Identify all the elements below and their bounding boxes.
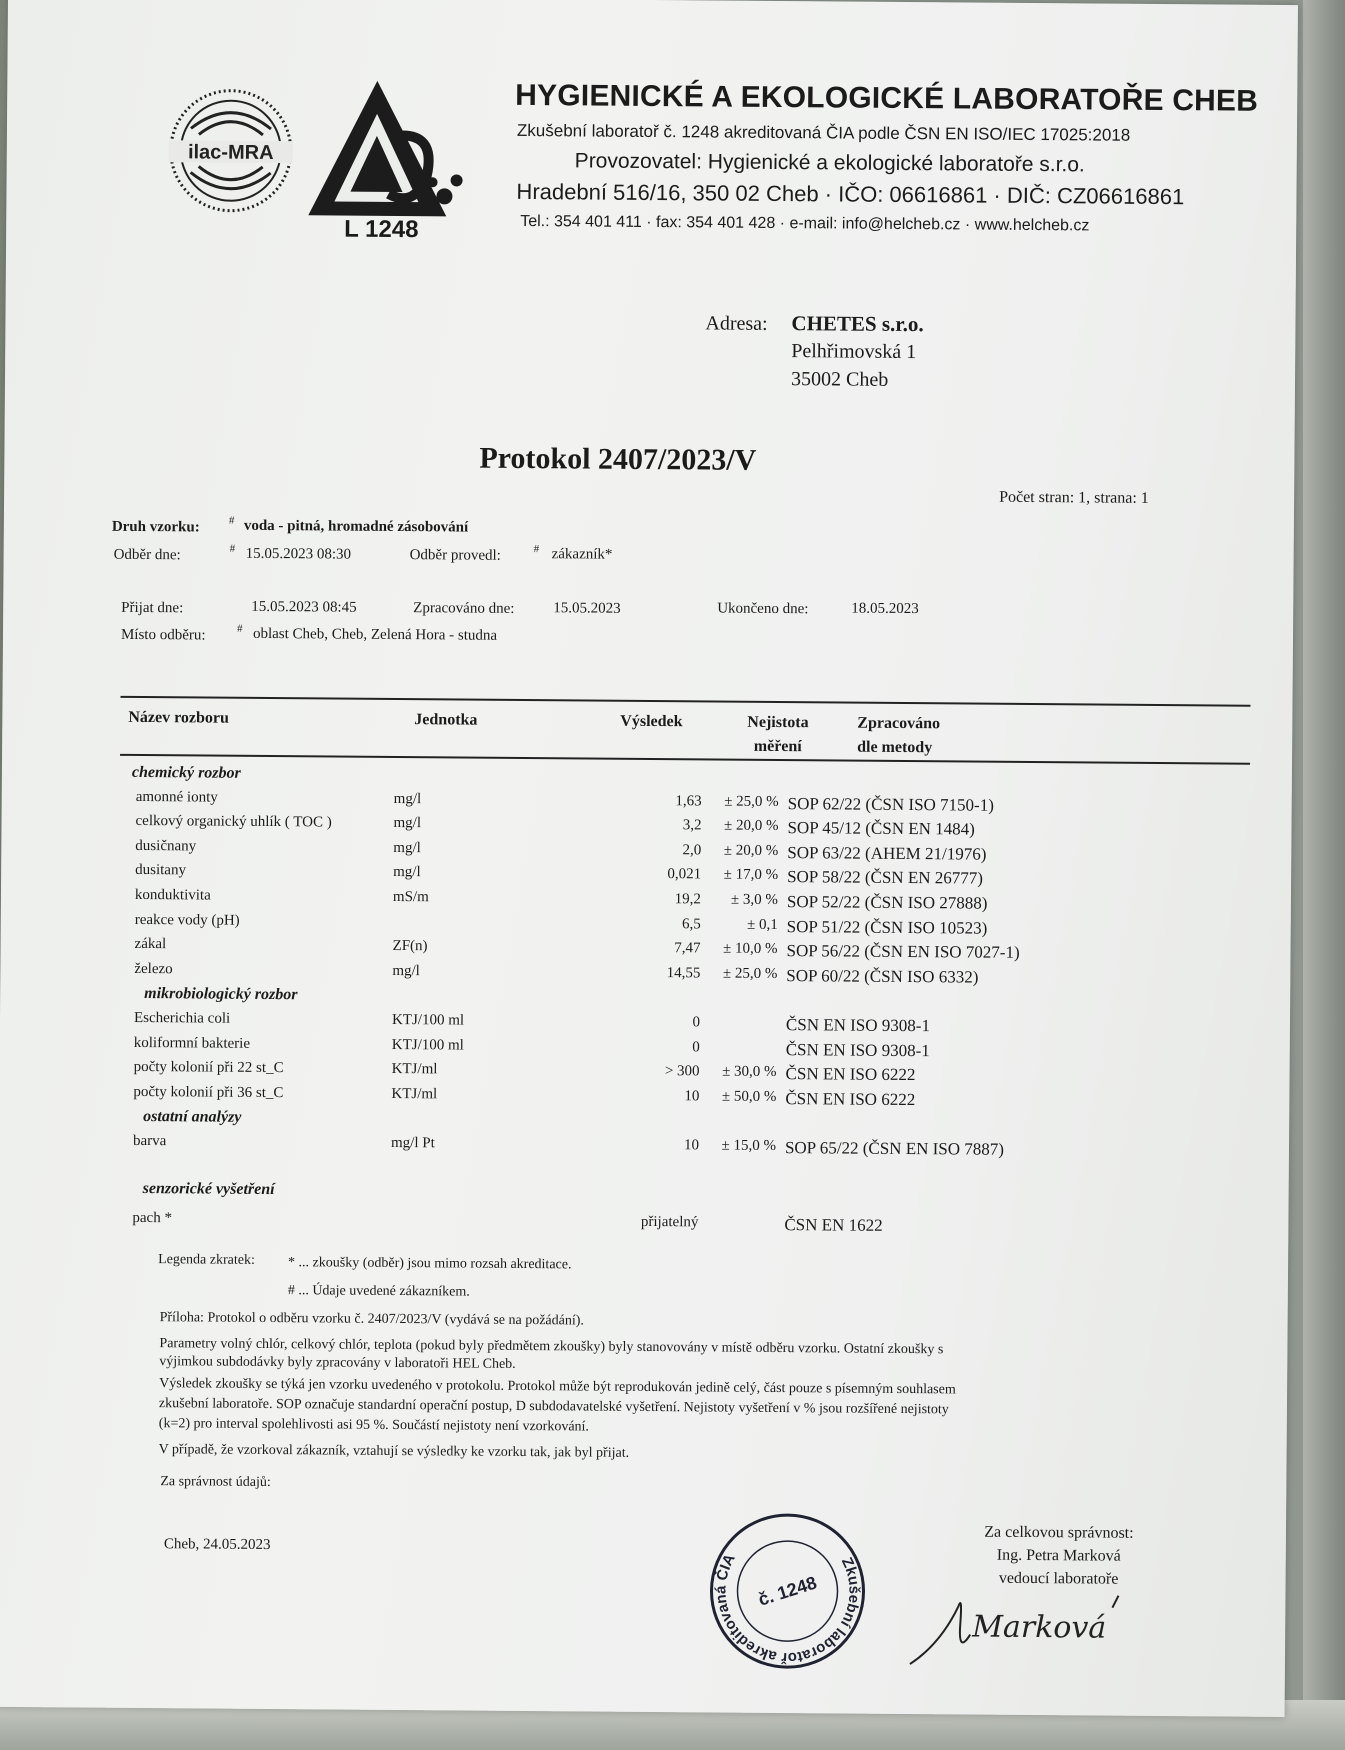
cell-result: přijatelný: [640, 1214, 699, 1231]
col-header-method: Zpracováno dle metody: [857, 714, 941, 757]
cell-uncertainty: [697, 1039, 777, 1040]
protocol-title: Protokol 2407/2023/V: [479, 441, 757, 477]
cell-result: 6,5: [681, 915, 701, 932]
sample-type-mark: #: [228, 514, 235, 527]
cell-uncertainty: ± 25,0 %: [722, 965, 778, 982]
cell-uncertainty: ± 20,0 %: [723, 842, 779, 859]
sample-taken-value: 15.05.2023 08:30: [245, 545, 352, 563]
cell-name: počty kolonií při 36 st_C: [133, 1083, 284, 1101]
col-header-unit: Jednotka: [414, 711, 478, 729]
cell-unit: mg/l: [393, 815, 422, 832]
cell-result: 3,2: [682, 817, 702, 834]
col-header-result: Výsledek: [620, 712, 683, 731]
section-title: senzorické vyšetření: [142, 1179, 275, 1198]
sample-taken-by-value: zákazník*: [551, 546, 613, 563]
lab-code: L 1248: [344, 215, 419, 244]
cell-unit: ZF(n): [392, 938, 428, 955]
cell-method: SOP 63/22 (AHEM 21/1976): [787, 842, 987, 864]
page-count: Počet stran: 1, strana: 1: [999, 488, 1149, 507]
cell-unit: KTJ/100 ml: [391, 1011, 465, 1029]
cell-result: 19,2: [674, 891, 702, 908]
cell-name: konduktivita: [134, 886, 211, 904]
legend-label: Legenda zkratek:: [158, 1252, 255, 1268]
received-label: Přijat dne:: [121, 599, 184, 617]
table-row: [133, 1133, 1345, 1168]
cell-result: > 300: [664, 1063, 700, 1080]
cell-uncertainty: ± 10,0 %: [723, 940, 778, 958]
cell-uncertainty: ± 3,0 %: [730, 891, 778, 909]
sign-line-2: Ing. Petra Marková: [996, 1546, 1121, 1565]
received-value: 15.05.2023 08:45: [251, 598, 357, 616]
cell-uncertainty: [697, 1014, 777, 1015]
sign-line-3: vedoucí laboratoře: [998, 1569, 1119, 1588]
cell-method: ČSN EN ISO 9308-1: [785, 1039, 930, 1060]
sample-type-label: Druh vzorku:: [111, 518, 200, 536]
cell-name: pach *: [132, 1210, 173, 1227]
note-6: V případě, že vzorkoval zákazník, vztahují se výsledky ke vzorku tak, jak byl přijat.: [158, 1442, 630, 1461]
cell-name: Escherichia coli: [133, 1009, 231, 1027]
note-4: zkušební laboratoře. SOP označuje standardní operační postup, D subdodavatelské vyšetření. Nejistoty vyšetření v % jsou rozšířené nejistoty: [158, 1396, 949, 1418]
lab-triangle-logo: [306, 75, 477, 226]
cell-uncertainty: [695, 1215, 775, 1216]
cell-uncertainty: ± 15,0 %: [721, 1137, 777, 1155]
cell-name: počty kolonií při 22 st_C: [133, 1059, 284, 1077]
addressee-city: 35002 Cheb: [790, 368, 889, 391]
note-3: Výsledek zkoušky se týká jen vzorku uvedeného v protokolu. Protokol může být reprodukován jedině celý, část pouze s písemným souhlasem: [159, 1376, 956, 1398]
cell-name: amonné ionty: [135, 788, 218, 806]
cell-method: ČSN EN ISO 6222: [785, 1064, 916, 1085]
cell-result: 0,021: [667, 866, 702, 883]
sample-taken-by-label: Odběr provedl:: [409, 547, 501, 564]
sample-taken-label: Odběr dne:: [113, 546, 181, 564]
cell-method: SOP 60/22 (ČSN ISO 6332): [786, 965, 979, 987]
section-title: ostatní analýzy: [143, 1108, 242, 1127]
cell-name: zákal: [134, 936, 167, 953]
cell-unit: KTJ/ml: [391, 1061, 438, 1078]
cell-unit: KTJ/ml: [391, 1085, 438, 1103]
cell-name: barva: [132, 1132, 167, 1150]
attachment-note: Příloha: Protokol o odběru vzorku č. 2407/2023/V (vydává se na požádání).: [159, 1310, 585, 1329]
addressee-street: Pelhřimovská 1: [791, 340, 917, 364]
cell-method: ČSN EN 1622: [784, 1215, 883, 1236]
stamp-ring-text: Zkušební laboratoř akreditovaná ČIA: [712, 1551, 863, 1667]
cell-unit: mg/l: [393, 864, 421, 881]
cell-result: 10: [684, 1088, 700, 1105]
stamp-number: č. 1248: [755, 1572, 820, 1610]
signature-block: [954, 1520, 1165, 1591]
handwritten-signature: [900, 1584, 1151, 1676]
processed-value: 15.05.2023: [553, 600, 621, 617]
accreditation-stamp: [707, 1510, 868, 1671]
cell-unit: mg/l: [393, 790, 422, 807]
table-header-rule: [120, 754, 1250, 765]
cell-method: SOP 56/22 (ČSN EN ISO 7027-1): [786, 941, 1020, 963]
lab-name: HYGIENICKÉ A EKOLOGICKÉ LABORATOŘE CHEB: [515, 78, 1259, 118]
lab-accreditation: Zkušební laboratoř č. 1248 akreditovaná ČIA podle ČSN EN ISO/IEC 17025:2018: [516, 120, 1131, 145]
col-header-uncertainty: Nejistota měření: [747, 713, 809, 756]
location-label: Místo odběru:: [120, 626, 206, 644]
cell-uncertainty: ± 17,0 %: [723, 866, 779, 884]
lab-contact: Tel.: 354 401 411 · fax: 354 401 428 · e-mail: info@helcheb.cz · www.helcheb.cz: [520, 212, 1090, 235]
sample-taken-by-mark: #: [533, 543, 540, 556]
cell-method: SOP 52/22 (ČSN ISO 27888): [786, 892, 988, 913]
cell-uncertainty: ± 20,0 %: [723, 817, 779, 835]
cell-method: SOP 65/22 (ČSN EN ISO 7887): [784, 1138, 1005, 1159]
cell-uncertainty: ± 0,1: [746, 916, 778, 933]
legend-1: * ... zkoušky (odběr) jsou mimo rozsah akreditace.: [288, 1255, 572, 1273]
col-header-name: Název rozboru: [128, 708, 229, 727]
sample-taken-mark: #: [229, 542, 236, 555]
note-5: (k=2) pro interval spolehlivosti asi 95 %. Součástí nejistoty není vzorkování.: [158, 1416, 590, 1435]
cell-unit: mS/m: [392, 888, 429, 906]
table-row: [132, 1210, 1345, 1245]
cell-method: ČSN EN ISO 9308-1: [785, 1015, 931, 1036]
correctness-label: Za správnost údajů:: [160, 1474, 271, 1491]
finished-label: Ukončeno dne:: [717, 600, 809, 618]
signature-name: Marková: [972, 1609, 1107, 1646]
cell-result: 1,63: [675, 792, 702, 810]
lab-address: Hradební 516/16, 350 02 Cheb · IČO: 06616861 · DIČ: CZ06616861: [516, 178, 1185, 210]
sample-type-value: voda - pitná, hromadné zásobování: [243, 517, 469, 536]
cell-result: 10: [683, 1137, 700, 1154]
cell-method: ČSN EN ISO 6222: [785, 1088, 916, 1109]
cell-unit: mg/l Pt: [390, 1134, 435, 1152]
location-mark: #: [237, 622, 243, 635]
cell-name: železo: [134, 960, 173, 978]
cell-unit: KTJ/100 ml: [391, 1036, 464, 1054]
cell-method: SOP 58/22 (ČSN EN 26777): [787, 867, 984, 889]
note-1: Parametry volný chlór, celkový chlór, teplota (pokud byly předmětem zkoušky) byly stanovovány v místě odběru vzorku. Ostatní zkoušky s: [159, 1336, 944, 1358]
cell-unit: mg/l: [393, 839, 421, 856]
cell-unit: mg/l: [392, 962, 420, 979]
cell-result: 14,55: [666, 964, 701, 982]
section-title: chemický rozbor: [131, 763, 241, 782]
cell-method: SOP 51/22 (ČSN ISO 10523): [786, 916, 988, 938]
cell-name: reakce vody (pH): [134, 911, 240, 929]
addressee-label: Adresa:: [705, 312, 768, 335]
ilac-logo-text: ilac-MRA: [187, 141, 274, 165]
location-value: oblast Cheb, Cheb, Zelená Hora - studna: [252, 625, 498, 644]
processed-label: Zpracováno dne:: [413, 600, 515, 617]
section-title: mikrobiologický rozbor: [144, 985, 298, 1004]
cell-name: dusitany: [135, 862, 187, 879]
cell-name: dusičnany: [135, 837, 197, 855]
cell-result: 0: [692, 1014, 701, 1031]
cell-result: 0: [692, 1038, 700, 1055]
lab-operator: Provozovatel: Hygienické a ekologické laboratoře s.r.o.: [574, 149, 1085, 177]
cell-uncertainty: ± 25,0 %: [724, 793, 779, 810]
cell-method: SOP 45/12 (ČSN EN 1484): [787, 818, 975, 839]
finished-value: 18.05.2023: [851, 600, 919, 618]
table-top-rule: [121, 696, 1251, 707]
ilac-mra-logo: [166, 86, 295, 215]
addressee-name: CHETES s.r.o.: [791, 311, 924, 337]
cell-result: 7,47: [674, 940, 701, 957]
cell-uncertainty: ± 30,0 %: [722, 1063, 777, 1081]
cell-name: koliformní bakterie: [133, 1034, 251, 1052]
note-2: výjimkou subdodávky byly zpracovány v laboratoři HEL Cheb.: [159, 1354, 516, 1372]
sign-line-1: Za celkovou správnost:: [984, 1523, 1134, 1542]
legend-2: # ... Údaje uvedené zákazníkem.: [287, 1283, 470, 1300]
cell-name: celkový organický uhlík ( TOC ): [135, 813, 332, 831]
cell-result: 2,0: [682, 842, 702, 859]
cell-method: SOP 62/22 (ČSN ISO 7150-1): [787, 793, 994, 815]
cell-uncertainty: ± 50,0 %: [721, 1088, 777, 1105]
place-date: Cheb, 24.05.2023: [163, 1536, 271, 1554]
